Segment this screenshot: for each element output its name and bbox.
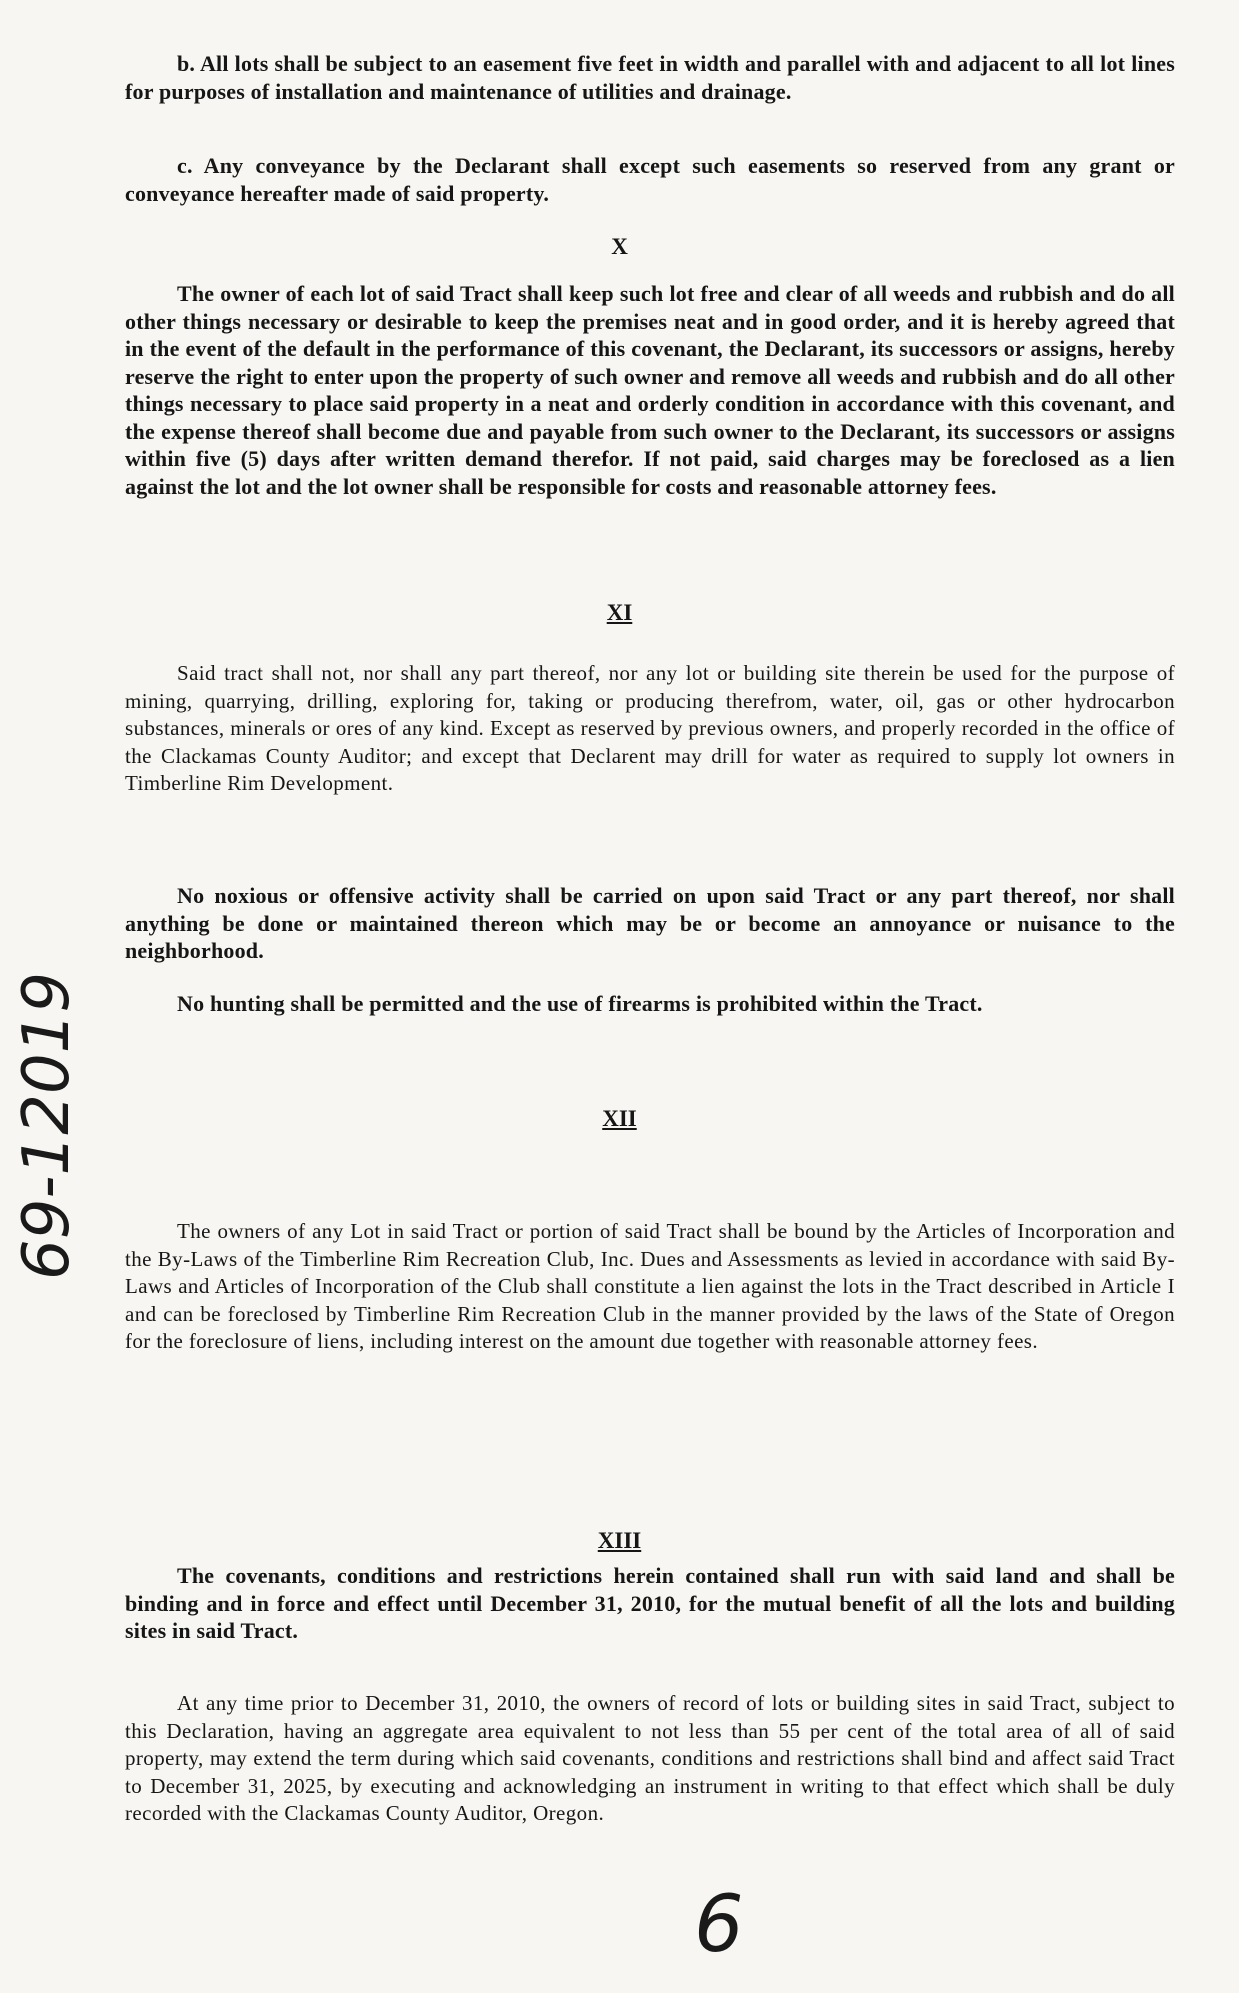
article-xii-body: The owners of any Lot in said Tract or portion of said Tract shall be bound by the Articles of Incorporation and the By-Laws of the Timberline Rim Recreation Club, Inc. Dues and Assessments as levied in accordance with said By-Laws and Articles of Incorporation of the Club shall constitute a lien against the lots in the Tract described in Article I and can be foreclosed by Timberline Rim Recreation Club in the manner provided by the laws of the State of Oregon for the foreclosure of liens, including interest on the amount due together with reasonable attorney fees. — [125, 1219, 1175, 1353]
article-xi-heading: XI — [606, 600, 633, 625]
noxious-activity-paragraph: No noxious or offensive activity shall be carried on upon said Tract or any part thereof, nor shall anything be done or maintained thereon which may be or become an annoyance or nuisance to the neighborhood. — [125, 883, 1175, 963]
handwritten-margin-note: 69-12019 — [10, 971, 84, 1280]
article-xii-heading: XII — [602, 1106, 637, 1131]
handwritten-page-number: 6 — [694, 1880, 744, 1970]
article-xiii-heading: XIII — [597, 1528, 642, 1553]
article-xiii-body: The covenants, conditions and restrictions herein contained shall run with said land and shall be binding and in force and effect until December 31, 2010, for the mutual benefit of all the lots and building sites in said Tract. — [125, 1563, 1175, 1643]
paragraph-c-conveyance: c. Any conveyance by the Declarant shall except such easements so reserved from any grant or conveyance hereafter made of said property. — [125, 153, 1175, 206]
article-xi-body: Said tract shall not, nor shall any part thereof, nor any lot or building site therein be used for the purpose of mining, quarrying, drilling, exploring for, taking or producing therefrom, water, oil, gas or other hydrocarbon substances, minerals or ores of any kind. Except as reserved by previous owners, and properly recorded in the office of the Clackamas County Auditor; and except that Declarent may drill for water as required to supply lot owners in Timberline Rim Development. — [125, 661, 1175, 795]
article-x-heading: X — [611, 234, 628, 259]
paragraph-b-easement: b. All lots shall be subject to an easement five feet in width and parallel with and adjacent to all lot lines for purposes of installation and maintenance of utilities and drainage. — [125, 51, 1175, 104]
extension-paragraph: At any time prior to December 31, 2010, the owners of record of lots or building sites in said Tract, subject to this Declaration, having an aggregate area equivalent to not less than 55 per cent of the total area of all of said property, may extend the term during which said covenants, conditions and restrictions shall bind and affect said Tract to December 31, 2025, by executing and acknowledging an instrument in writing to that effect which shall be duly recorded with the Clackamas County Auditor, Oregon. — [125, 1691, 1175, 1825]
article-x-body: The owner of each lot of said Tract shall keep such lot free and clear of all weeds and rubbish and do all other things necessary or desirable to keep the premises neat and in good order, and it is hereby agreed that in the event of the default in the performance of this covenant, the Declarant, its successors or assigns, hereby reserve the right to enter upon the property of such owner and remove all weeds and rubbish and do all other things necessary to place said property in a neat and orderly condition in accordance with this covenant, and the expense thereof shall become due and payable from such owner to the Declarant, its successors or assigns within five (5) days after written demand therefor. If not paid, said charges may be foreclosed as a lien against the lot and the lot owner shall be responsible for costs and reasonable attorney fees. — [125, 281, 1175, 499]
hunting-paragraph: No hunting shall be permitted and the use of firearms is prohibited within the Tract. — [177, 991, 983, 1016]
